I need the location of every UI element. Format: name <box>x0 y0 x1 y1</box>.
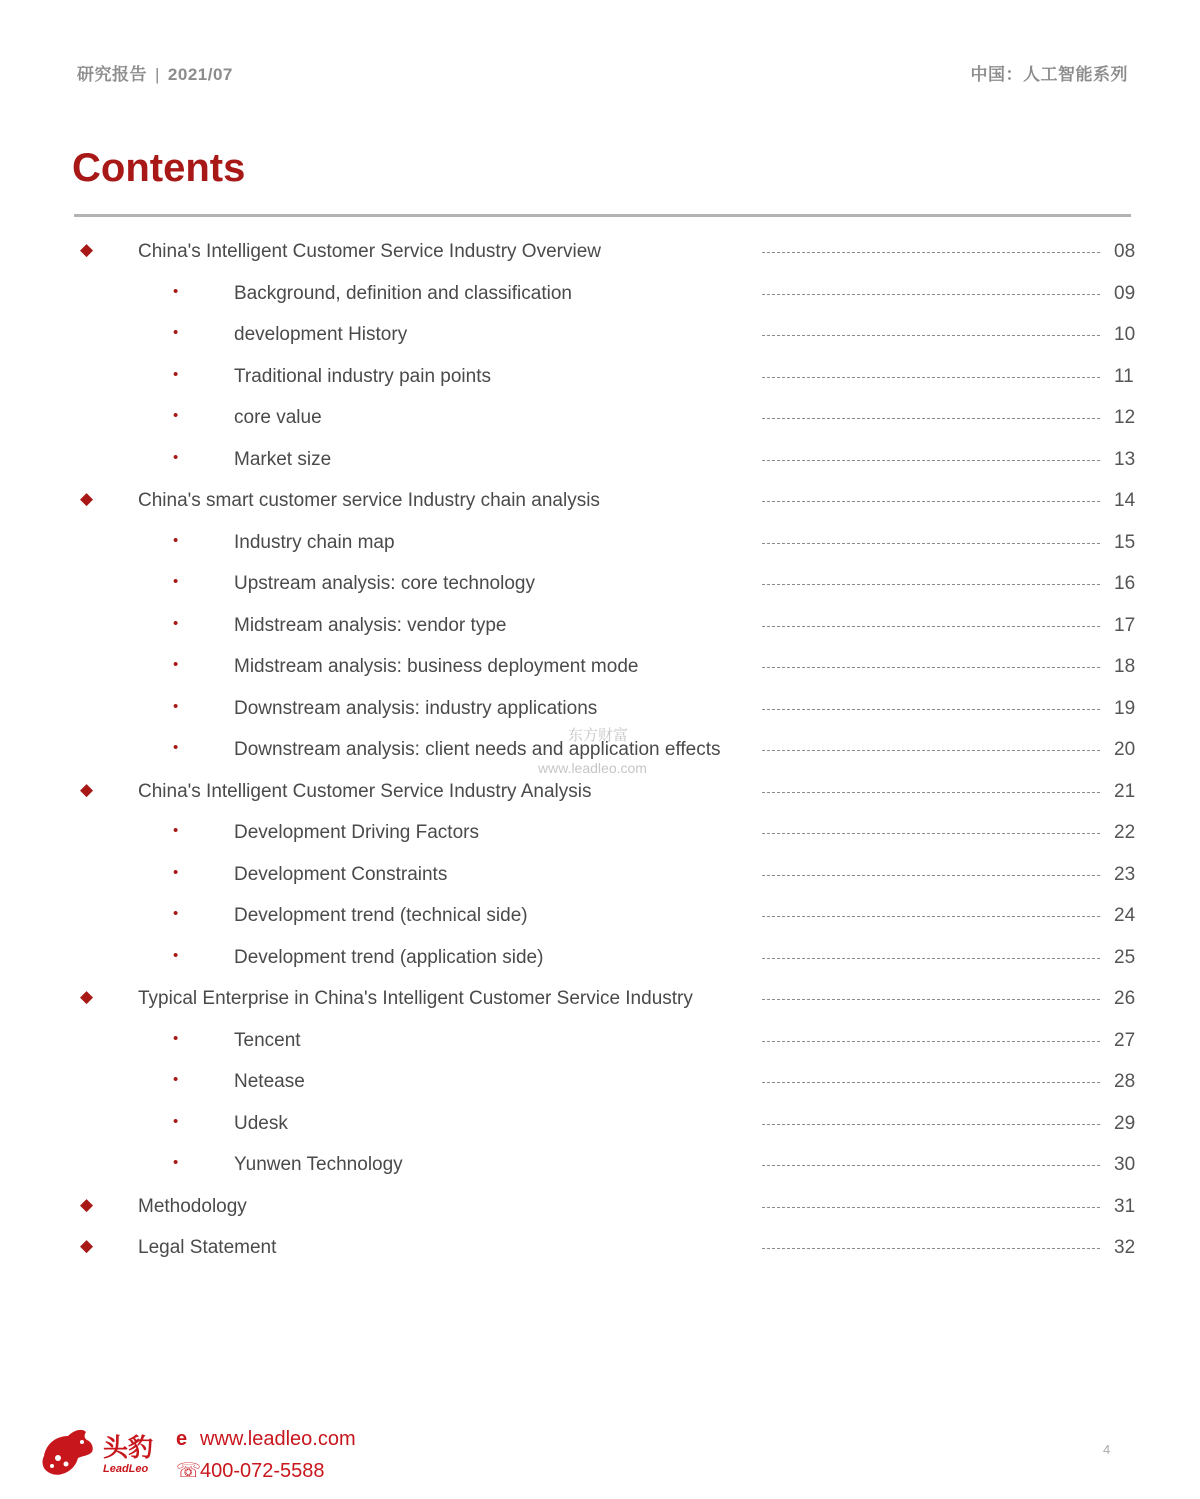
diamond-bullet-icon: ◆ <box>80 240 94 259</box>
toc-entry-title: Industry chain map <box>234 531 395 553</box>
toc-entry-title: Traditional industry pain points <box>234 365 491 387</box>
website-contact <box>176 1428 356 1451</box>
toc-entry-title: Yunwen Technology <box>234 1154 403 1175</box>
header-separator: | <box>155 65 160 84</box>
toc-page-number: 10 <box>1114 324 1136 345</box>
toc-entry-title: Development trend (application side) <box>234 946 544 968</box>
dot-bullet-icon: • <box>173 531 179 549</box>
toc-leader-line <box>762 916 1100 917</box>
dot-bullet-icon: • <box>173 739 179 756</box>
toc-page-number: 11 <box>1114 365 1134 387</box>
toc-section-row[interactable] <box>0 481 1200 523</box>
toc-leader-line <box>762 667 1100 668</box>
dot-bullet-icon: • <box>173 946 179 964</box>
toc-leader-line <box>762 294 1100 295</box>
toc-page-number: 15 <box>1114 531 1136 553</box>
toc-entry-title: China's Intelligent Customer Service Industry Analysis <box>138 780 592 802</box>
toc-page-number: 19 <box>1114 697 1136 719</box>
phone-icon: ☏ <box>176 1460 202 1482</box>
diamond-bullet-icon: ◆ <box>80 1236 94 1255</box>
toc-subsection-row[interactable] <box>0 813 1200 855</box>
toc-page-number: 25 <box>1114 946 1136 968</box>
dot-bullet-icon: • <box>173 407 179 424</box>
dot-bullet-icon: • <box>173 1154 179 1171</box>
diamond-bullet-icon: ◆ <box>80 1194 94 1214</box>
toc-page-number: 18 <box>1114 656 1136 677</box>
toc-page-number: 12 <box>1114 407 1136 428</box>
toc-section-row[interactable] <box>0 772 1200 814</box>
toc-page-number: 31 <box>1114 1195 1136 1217</box>
toc-entry-title: Methodology <box>138 1195 247 1217</box>
brand-name-cn: 头豹 <box>103 1434 154 1462</box>
toc-subsection-row[interactable] <box>0 647 1200 689</box>
toc-leader-line <box>762 875 1100 876</box>
report-header-left <box>77 60 233 85</box>
page-number: 4 <box>1103 1442 1111 1457</box>
dot-bullet-icon: • <box>173 863 179 881</box>
toc-page-number: 22 <box>1114 822 1136 843</box>
website-link[interactable]: www.leadleo.com <box>200 1428 356 1450</box>
toc-entry-title: Typical Enterprise in China's Intelligent Customer Service Industry <box>138 988 693 1009</box>
toc-leader-line <box>762 543 1100 544</box>
toc-entry-title: development History <box>234 324 408 345</box>
toc-subsection-row[interactable] <box>0 523 1200 565</box>
dot-bullet-icon: • <box>173 614 179 632</box>
brand-name-en: LeadLeo <box>103 1463 149 1475</box>
toc-entry-title: Netease <box>234 1071 305 1092</box>
toc-page-number: 21 <box>1114 780 1136 802</box>
toc-entry-title: Upstream analysis: core technology <box>234 573 535 594</box>
watermark-url: www.leadleo.com <box>538 760 647 776</box>
toc-leader-line <box>762 460 1100 461</box>
phone-number: 400-072-5588 <box>200 1460 325 1482</box>
toc-page-number: 26 <box>1114 988 1136 1009</box>
toc-page-number: 16 <box>1114 573 1136 594</box>
dot-bullet-icon: • <box>173 905 179 922</box>
toc-leader-line <box>762 709 1100 710</box>
toc-entry-title: Background, definition and classification <box>234 282 572 304</box>
toc-page-number: 09 <box>1114 282 1136 304</box>
dot-bullet-icon: • <box>173 1029 179 1047</box>
toc-page-number: 30 <box>1114 1154 1136 1175</box>
diamond-bullet-icon: ◆ <box>80 489 94 508</box>
report-series-label: 中国：人工智能系列 <box>970 65 1128 84</box>
dot-bullet-icon: • <box>173 656 179 673</box>
toc-subsection-row[interactable] <box>0 357 1200 399</box>
title-divider <box>74 214 1131 217</box>
dot-bullet-icon: • <box>173 1112 179 1130</box>
toc-page-number: 08 <box>1114 241 1136 262</box>
toc-leader-line <box>762 958 1100 959</box>
toc-leader-line <box>762 418 1100 419</box>
toc-page-number: 23 <box>1114 863 1136 885</box>
phone-contact <box>176 1458 325 1483</box>
toc-page-number: 32 <box>1114 1237 1136 1258</box>
toc-leader-line <box>762 584 1100 585</box>
toc-subsection-row[interactable] <box>0 1104 1200 1146</box>
toc-page-number: 13 <box>1114 448 1136 470</box>
toc-entry-title: China's smart customer service Industry chain analysis <box>138 490 600 511</box>
toc-subsection-row[interactable] <box>0 398 1200 440</box>
toc-page-number: 29 <box>1114 1112 1136 1134</box>
toc-section-row[interactable] <box>0 1228 1200 1270</box>
toc-subsection-row[interactable] <box>0 274 1200 316</box>
toc-leader-line <box>762 335 1100 336</box>
diamond-bullet-icon: ◆ <box>80 779 94 799</box>
watermark-cn: 东方财富 <box>568 727 629 744</box>
toc-leader-line <box>762 792 1100 793</box>
toc-section-row[interactable] <box>0 979 1200 1021</box>
diamond-bullet-icon: ◆ <box>80 987 94 1006</box>
toc-section-row[interactable] <box>0 232 1200 274</box>
toc-entry-title: core value <box>234 407 322 428</box>
dot-bullet-icon: • <box>173 822 179 839</box>
toc-leader-line <box>762 750 1100 751</box>
toc-leader-line <box>762 1082 1100 1083</box>
toc-page-number: 24 <box>1114 905 1136 926</box>
toc-entry-title: Development Driving Factors <box>234 822 479 843</box>
toc-entry-title: Development trend (technical side) <box>234 905 528 926</box>
toc-page-number: 14 <box>1114 490 1136 511</box>
report-type-label: 研究报告 <box>77 65 147 84</box>
toc-subsection-row[interactable] <box>0 896 1200 938</box>
toc-subsection-row[interactable] <box>0 564 1200 606</box>
toc-page-number: 20 <box>1114 739 1136 760</box>
leopard-logo-icon <box>40 1426 96 1478</box>
dot-bullet-icon: • <box>173 282 179 300</box>
toc-leader-line <box>762 833 1100 834</box>
toc-entry-title: Midstream analysis: business deployment mode <box>234 656 639 677</box>
report-date: 2021/07 <box>167 65 233 84</box>
browser-icon: e <box>176 1428 188 1450</box>
toc-page-number: 17 <box>1114 614 1136 636</box>
toc-leader-line <box>762 1248 1100 1249</box>
toc-leader-line <box>762 1165 1100 1166</box>
toc-leader-line <box>762 999 1100 1000</box>
toc-leader-line <box>762 1207 1100 1208</box>
toc-leader-line <box>762 501 1100 502</box>
toc-page-number: 27 <box>1114 1029 1136 1051</box>
toc-leader-line <box>762 252 1100 253</box>
toc-entry-title: Development Constraints <box>234 863 448 885</box>
toc-subsection-row[interactable] <box>0 938 1200 980</box>
toc-subsection-row[interactable] <box>0 1021 1200 1063</box>
toc-leader-line <box>762 626 1100 627</box>
toc-subsection-row[interactable] <box>0 1145 1200 1187</box>
toc-entry-title: Tencent <box>234 1029 301 1051</box>
dot-bullet-icon: • <box>173 324 179 341</box>
toc-entry-title: Downstream analysis: industry applications <box>234 697 598 719</box>
toc-leader-line <box>762 1124 1100 1125</box>
toc-subsection-row[interactable] <box>0 606 1200 648</box>
toc-leader-line <box>762 377 1100 378</box>
page-title: Contents <box>72 146 246 190</box>
toc-subsection-row[interactable] <box>0 440 1200 482</box>
dot-bullet-icon: • <box>173 697 179 715</box>
toc-entry-title: Udesk <box>234 1112 288 1134</box>
toc-page-number: 28 <box>1114 1071 1136 1092</box>
toc-entry-title: Legal Statement <box>138 1237 277 1258</box>
toc-entry-title: China's Intelligent Customer Service Industry Overview <box>138 241 601 262</box>
toc-section-row[interactable] <box>0 1187 1200 1229</box>
table-of-contents <box>0 232 1200 1270</box>
toc-leader-line <box>762 1041 1100 1042</box>
toc-subsection-row[interactable] <box>0 1062 1200 1104</box>
dot-bullet-icon: • <box>173 365 179 383</box>
dot-bullet-icon: • <box>173 448 179 466</box>
dot-bullet-icon: • <box>173 1071 179 1088</box>
dot-bullet-icon: • <box>173 573 179 590</box>
toc-entry-title: Midstream analysis: vendor type <box>234 614 507 636</box>
toc-entry-title: Market size <box>234 448 332 470</box>
toc-subsection-row[interactable] <box>0 855 1200 897</box>
toc-entry-title: Downstream analysis: client needs and application effects <box>234 739 721 760</box>
toc-subsection-row[interactable] <box>0 315 1200 357</box>
